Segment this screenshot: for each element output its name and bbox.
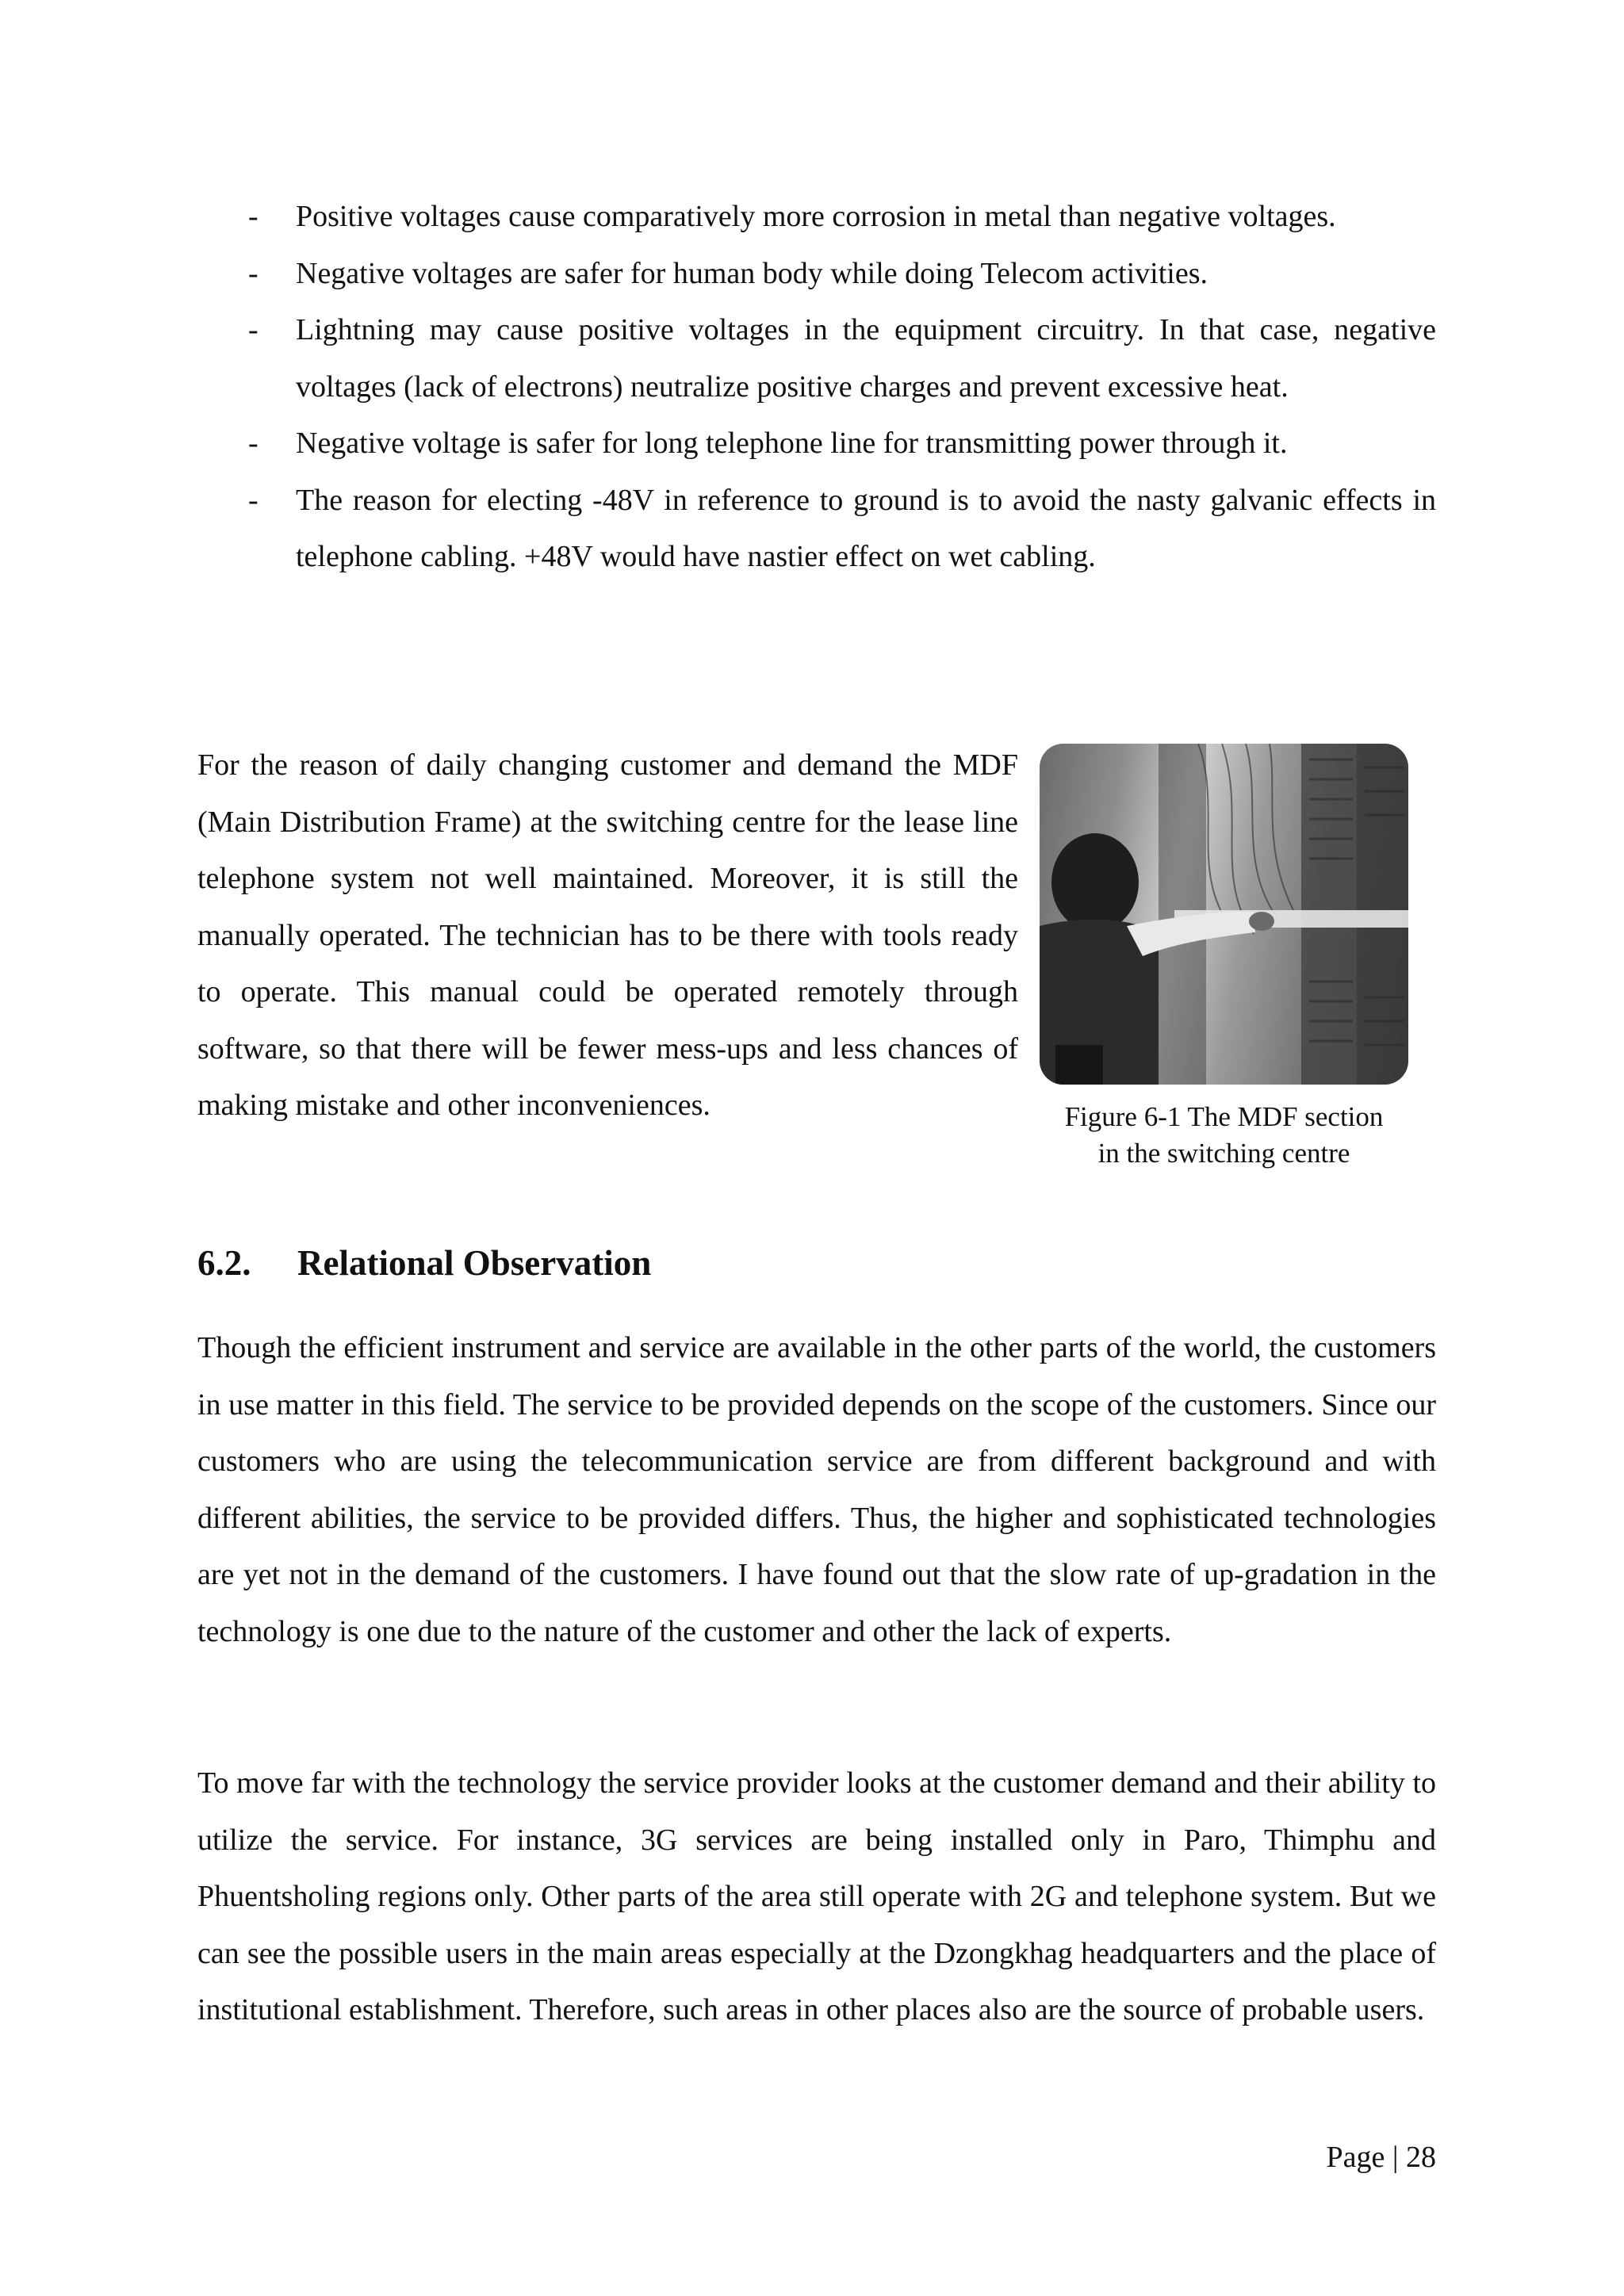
section-title: Relational Observation (297, 1243, 652, 1283)
bullet-marker: - (248, 313, 259, 346)
section-heading (197, 1239, 651, 1287)
figure-caption (1040, 1099, 1408, 1172)
list-item (0, 415, 1624, 473)
bullet-list (0, 189, 1624, 586)
caption-line: in the switching centre (1097, 1138, 1350, 1169)
section-number: 6.2. (197, 1243, 251, 1283)
figure (1040, 744, 1408, 1172)
list-item (0, 473, 1624, 586)
mdf-photo-illustration (1040, 744, 1408, 1085)
bullet-text: Negative voltages are safer for human body while doing Telecom activities. (296, 256, 1208, 290)
bullet-marker: - (248, 256, 259, 290)
bullet-text: Negative voltage is safer for long telephone line for transmitting power through it. (296, 427, 1288, 460)
page-number: Page | 28 (1326, 2141, 1436, 2174)
bullet-marker: - (248, 200, 259, 233)
mdf-paragraph: For the reason of daily changing customer and demand the MDF (Main Distribution Frame) at the switching centre for the lease line telephone system not well maintained. Moreover, it is still the manually operated. The technician has to be there with tools ready to operate. This manual could be operated remotely through software, so that there will be fewer mess-ups and less chances of making mistake and other inconveniences. (197, 748, 1018, 1122)
list-item (0, 302, 1624, 415)
caption-line: Figure 6-1 The MDF section (1064, 1101, 1384, 1132)
body-paragraph: To move far with the technology the service provider looks at the customer demand and their ability to utilize the service. For instance, 3G services are being installed only in Paro, Thimphu and Phuentsholing regions only. Other parts of the area still operate with 2G and telephone system. But we can see the possible users in the main areas especially at the Dzongkhag headquarters and the place of institutional establishment. Therefore, such areas in other places also are the source of probable users. (197, 1766, 1436, 2026)
bullet-marker: - (248, 427, 259, 460)
list-item (0, 246, 1624, 303)
body-paragraph: Though the efficient instrument and service are available in the other parts of the world, the customers in use matter in this field. The service to be provided depends on the scope of the customers. Since our customers who are using the telecommunication service are from different background and with different abilities, the service to be provided differs. Thus, the higher and sophisticated technologies are yet not in the demand of the customers. I have found out that the slow rate of up-gradation in the technology is one due to the nature of the customer and other the lack of experts. (197, 1331, 1436, 1648)
bullet-text: Lightning may cause positive voltages in the equipment circuitry. In that case, negative voltages (lack of electrons) neutralize positive charges and prevent excessive heat. (296, 313, 1436, 404)
bullet-marker: - (248, 483, 259, 517)
bullet-text: The reason for electing -48V in reference to ground is to avoid the nasty galvanic effects in telephone cabling. +48V would have nastier effect on wet cabling. (296, 483, 1436, 573)
list-item (0, 189, 1624, 246)
bullet-text: Positive voltages cause comparatively more corrosion in metal than negative voltages. (296, 200, 1336, 233)
mdf-photo (1040, 744, 1408, 1085)
